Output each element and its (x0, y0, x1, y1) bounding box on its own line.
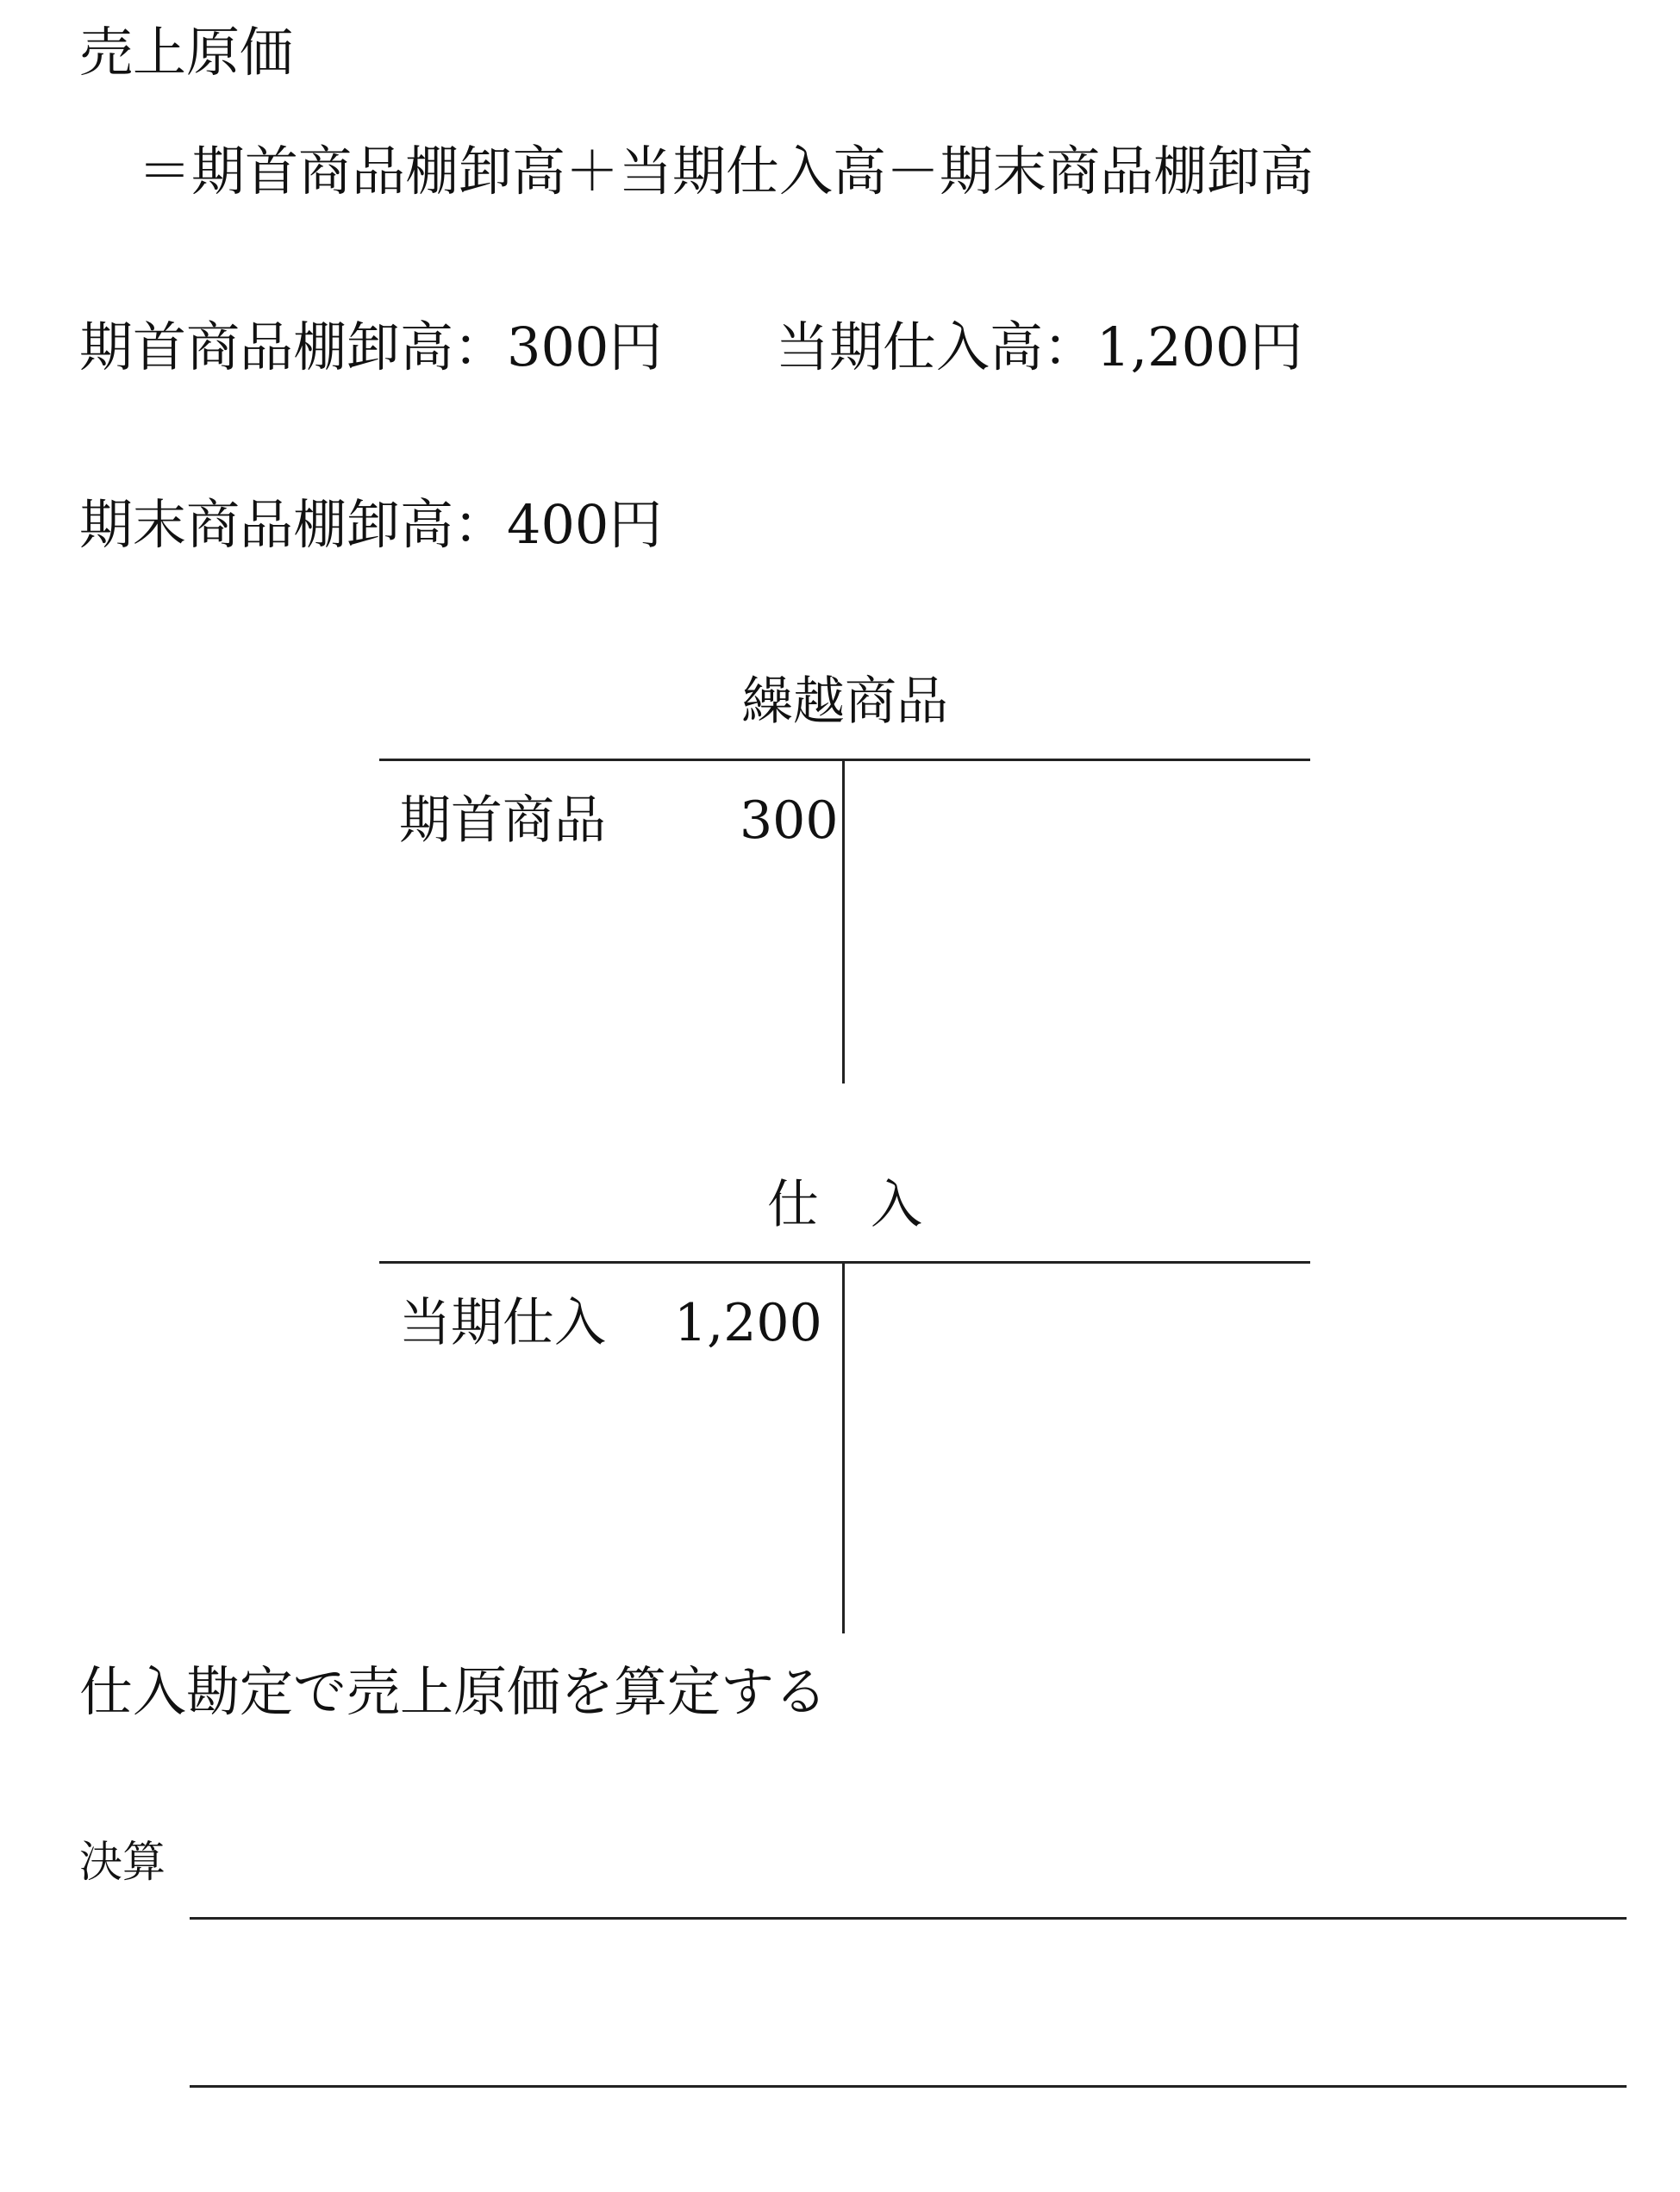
heading: 売上原価 (79, 21, 294, 84)
closing-inventory-given: 期末商品棚卸高：400円 (79, 493, 663, 556)
debit-entry-label: 期首商品 (399, 790, 606, 851)
answer-line-2 (190, 2085, 1627, 2088)
debit-entry-amount: 300 (740, 790, 839, 851)
t-account-title: 繰越商品 (741, 671, 948, 732)
t-account-top-line (379, 759, 1310, 761)
debit-entry-amount: 1,200 (674, 1293, 822, 1353)
t-account-title: 仕 入 (767, 1175, 922, 1235)
t-account-divider (842, 1261, 845, 1633)
settlement-label: 決算 (79, 1837, 166, 1887)
t-account-divider (842, 759, 845, 1084)
section-subtitle: 仕入勘定で売上原価を算定する (79, 1660, 828, 1723)
cost-formula: ＝期首商品棚卸高＋当期仕入高－期末商品棚卸高 (138, 140, 1315, 203)
answer-line-1 (190, 1917, 1627, 1920)
t-account-top-line (379, 1261, 1310, 1264)
purchases-given: 当期仕入高：1,200円 (776, 315, 1303, 378)
opening-inventory-given: 期首商品棚卸高：300円 (79, 315, 663, 378)
debit-entry-label: 当期仕入 (399, 1293, 606, 1353)
